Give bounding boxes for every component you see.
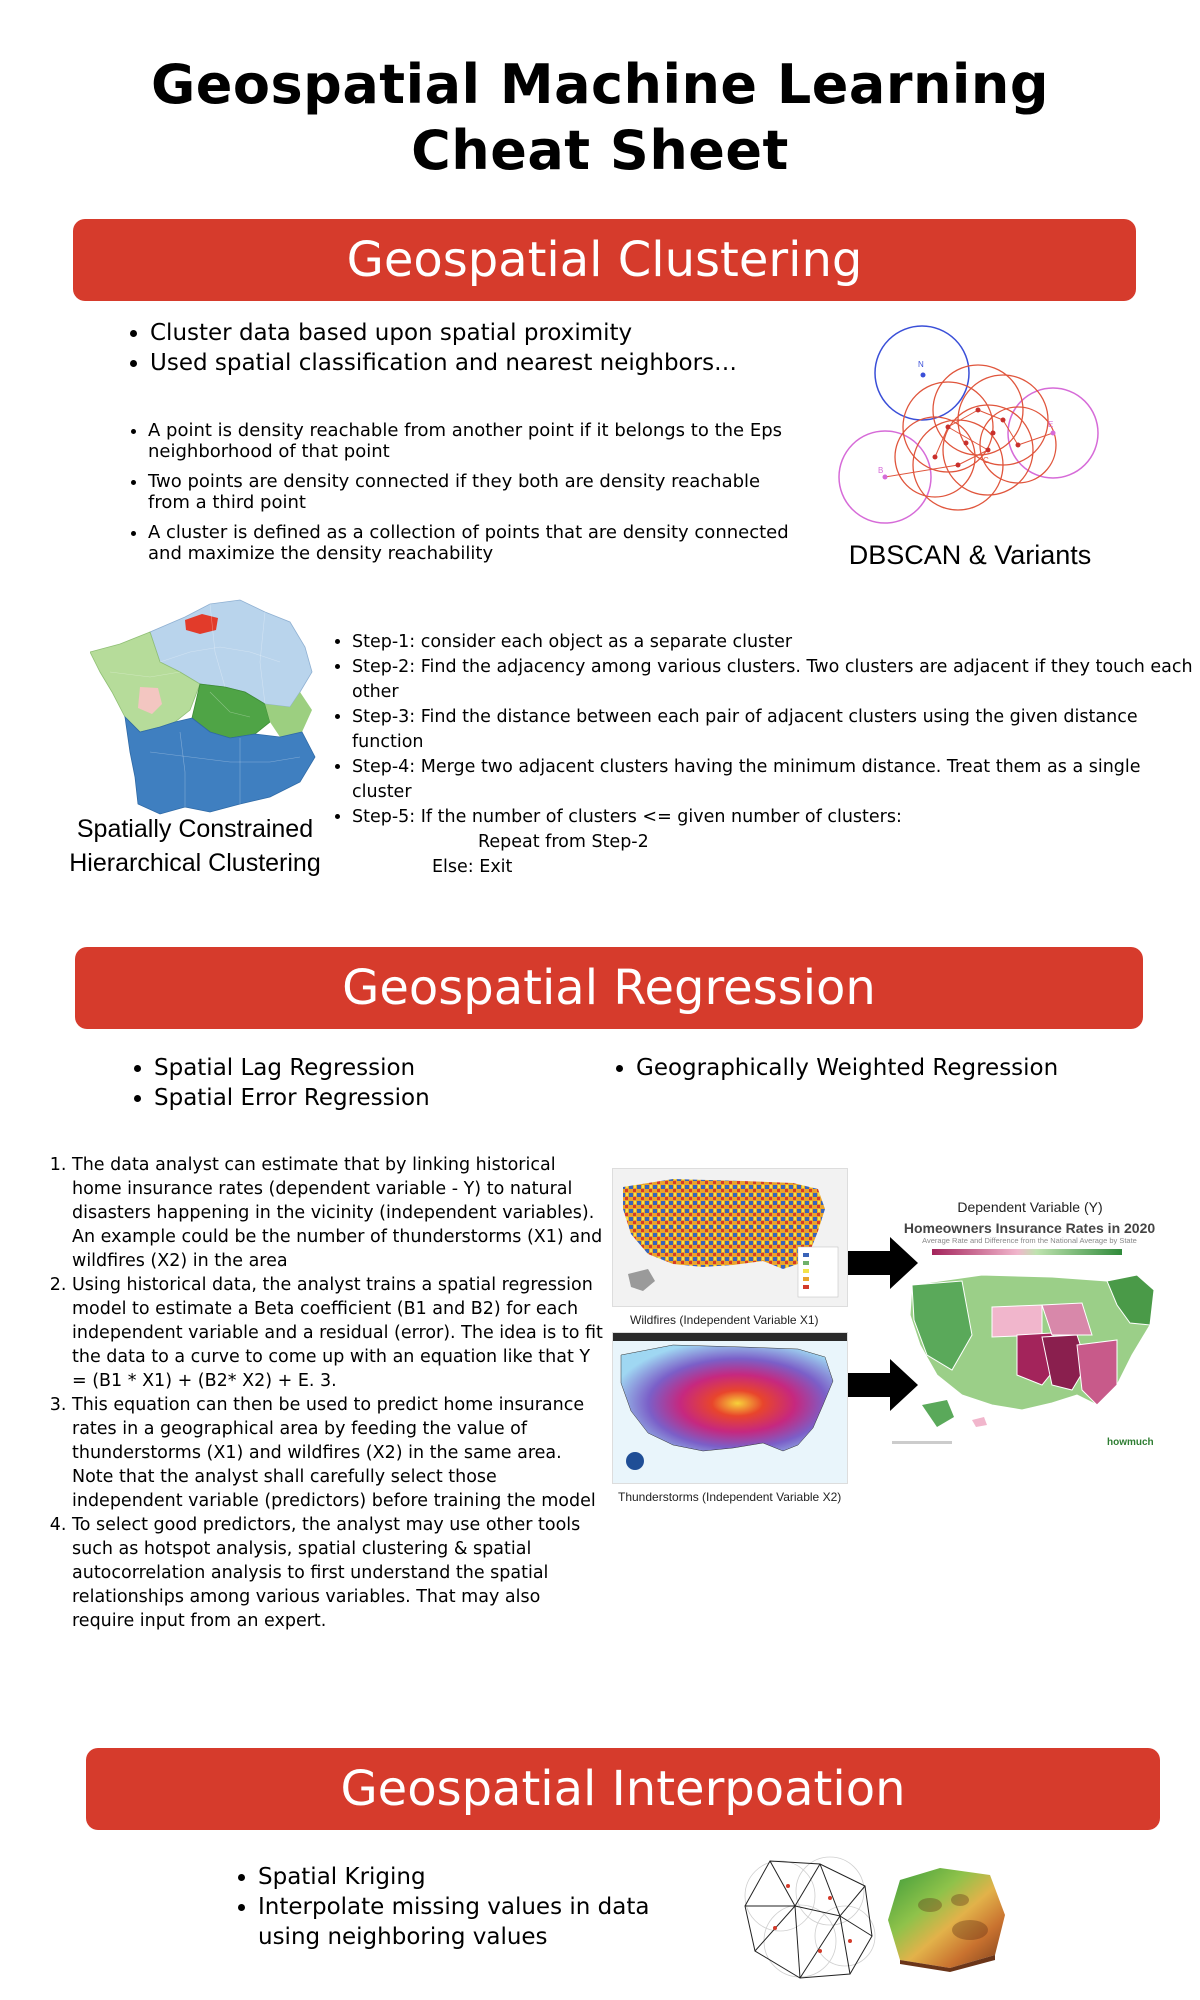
insurance-subtitle: Average Rate and Difference from the National Average by State [922,1236,1137,1245]
list-item: • Cluster data based upon spatial proximity [150,318,768,348]
list-item: • Step-4: Merge two adjacent clusters having the minimum distance. Treat them as a single cluster [352,755,1195,805]
terrain-surface-image [880,1860,1008,1972]
interpolation-bullets [236,1862,716,1952]
list-item: 2. Using historical data, the analyst trains a spatial regression model to estimate a Beta coefficient (B1 and B2) for each independent variable and a residual (error). The idea is to fit the data to a curve to come up with an equation like that Y = (B1 * X1) + (B2* X2) + E. 3. [72,1273,604,1393]
list-item: 1. The data analyst can estimate that by linking historical home insurance rates (dependent variable - Y) to natural disasters happening in the vicinity (independent variables). An example could be the number of thunderstorms (X1) and wildfires (X2) in the area [72,1153,604,1273]
triangulation-diagram [740,1856,878,1980]
list-item: • Step-3: Find the distance between each pair of adjacent clusters using the given distance function [352,705,1195,755]
dbscan-label-c: C [983,456,989,465]
list-item: 4. To select good predictors, the analyst may use other tools such as hotspot analysis, spatial clustering & spatial autocorrelation analysis to first understand the spatial relationships among various variables. That may also require input from an expert. [72,1513,604,1633]
wildfire-map-graphic [613,1169,847,1306]
schc-caption-line-2: Hierarchical Clustering [69,849,321,877]
list-item: • Spatial Lag Regression [154,1053,532,1083]
dbscan-diagram [838,325,1118,530]
else-line: Else: Exit [432,857,513,877]
list-item: • A cluster is defined as a collection of points that are density connected and maximize the density reachability [148,522,804,564]
wildfire-map [612,1168,848,1307]
dbscan-label-e: E [1048,420,1054,429]
regression-left-bullets [132,1053,532,1113]
clustering-banner [73,219,1136,301]
list-item: • Used spatial classification and nearest neighbors… [150,348,768,378]
regression-banner [75,947,1143,1029]
list-item: • Step-5: If the number of clusters <= given number of clusters: [352,805,1195,830]
list-item: • Spatial Error Regression [154,1083,532,1113]
dbscan-caption: DBSCAN & Variants [848,540,1092,570]
thunderstorm-map-graphic [613,1333,847,1483]
regression-heading: Geospatial Regression [342,960,876,1016]
insurance-map-graphic [892,1245,1167,1455]
dependent-caption: Dependent Variable (Y) [957,1199,1103,1215]
repeat-line: Repeat from Step-2 [478,832,649,852]
list-item: • Geographically Weighted Regression [636,1053,1114,1083]
list-item: • Interpolate missing values in data using neighboring values [258,1892,716,1952]
howmuch-logo: howmuch [1107,1437,1154,1448]
thunderstorm-map [612,1332,848,1484]
list-item: • Spatial Kriging [258,1862,716,1892]
dbscan-label-n: N [918,360,924,369]
france-map [90,592,320,817]
wildfire-caption: Wildfires (Independent Variable X1) [630,1313,819,1327]
clustering-bullets [128,318,768,378]
dbscan-label-b: B [878,466,884,475]
list-item: • Step-2: Find the adjacency among various clusters. Two clusters are adjacent if they touch each other [352,655,1195,705]
regression-right-bullets [614,1053,1114,1083]
hierarchical-steps [330,630,1195,880]
page-title-line-1: Geospatial Machine Learning [150,53,1049,116]
list-item: 3. This equation can then be used to predict home insurance rates in a geographical area by feeding the value of thunderstorms (X1) and wildfires (X2) in the same area. Note that the analyst shall carefully select those independent variable (predictors) before training the model [72,1393,604,1513]
page-title-line-2: Cheat Sheet [411,119,789,182]
schc-caption-line-1: Spatially Constrained [76,815,314,843]
insurance-title: Homeowners Insurance Rates in 2020 [903,1220,1156,1236]
list-item: • Step-1: consider each object as a separate cluster [352,630,1195,655]
page-title [0,52,1200,184]
schc-caption [40,812,350,880]
insurance-map [892,1220,1167,1458]
interpolation-heading: Geospatial Interpoation [340,1761,906,1817]
clustering-heading: Geospatial Clustering [346,232,863,288]
regression-steps [44,1153,604,1633]
list-item: • A point is density reachable from another point if it belongs to the Eps neighborhood of that point [148,420,804,462]
list-item: • Two points are density connected if they both are density reachable from a third point [148,471,804,513]
thunderstorm-caption: Thunderstorms (Independent Variable X2) [618,1490,842,1504]
density-bullets [124,420,804,573]
interpolation-banner [86,1748,1160,1830]
